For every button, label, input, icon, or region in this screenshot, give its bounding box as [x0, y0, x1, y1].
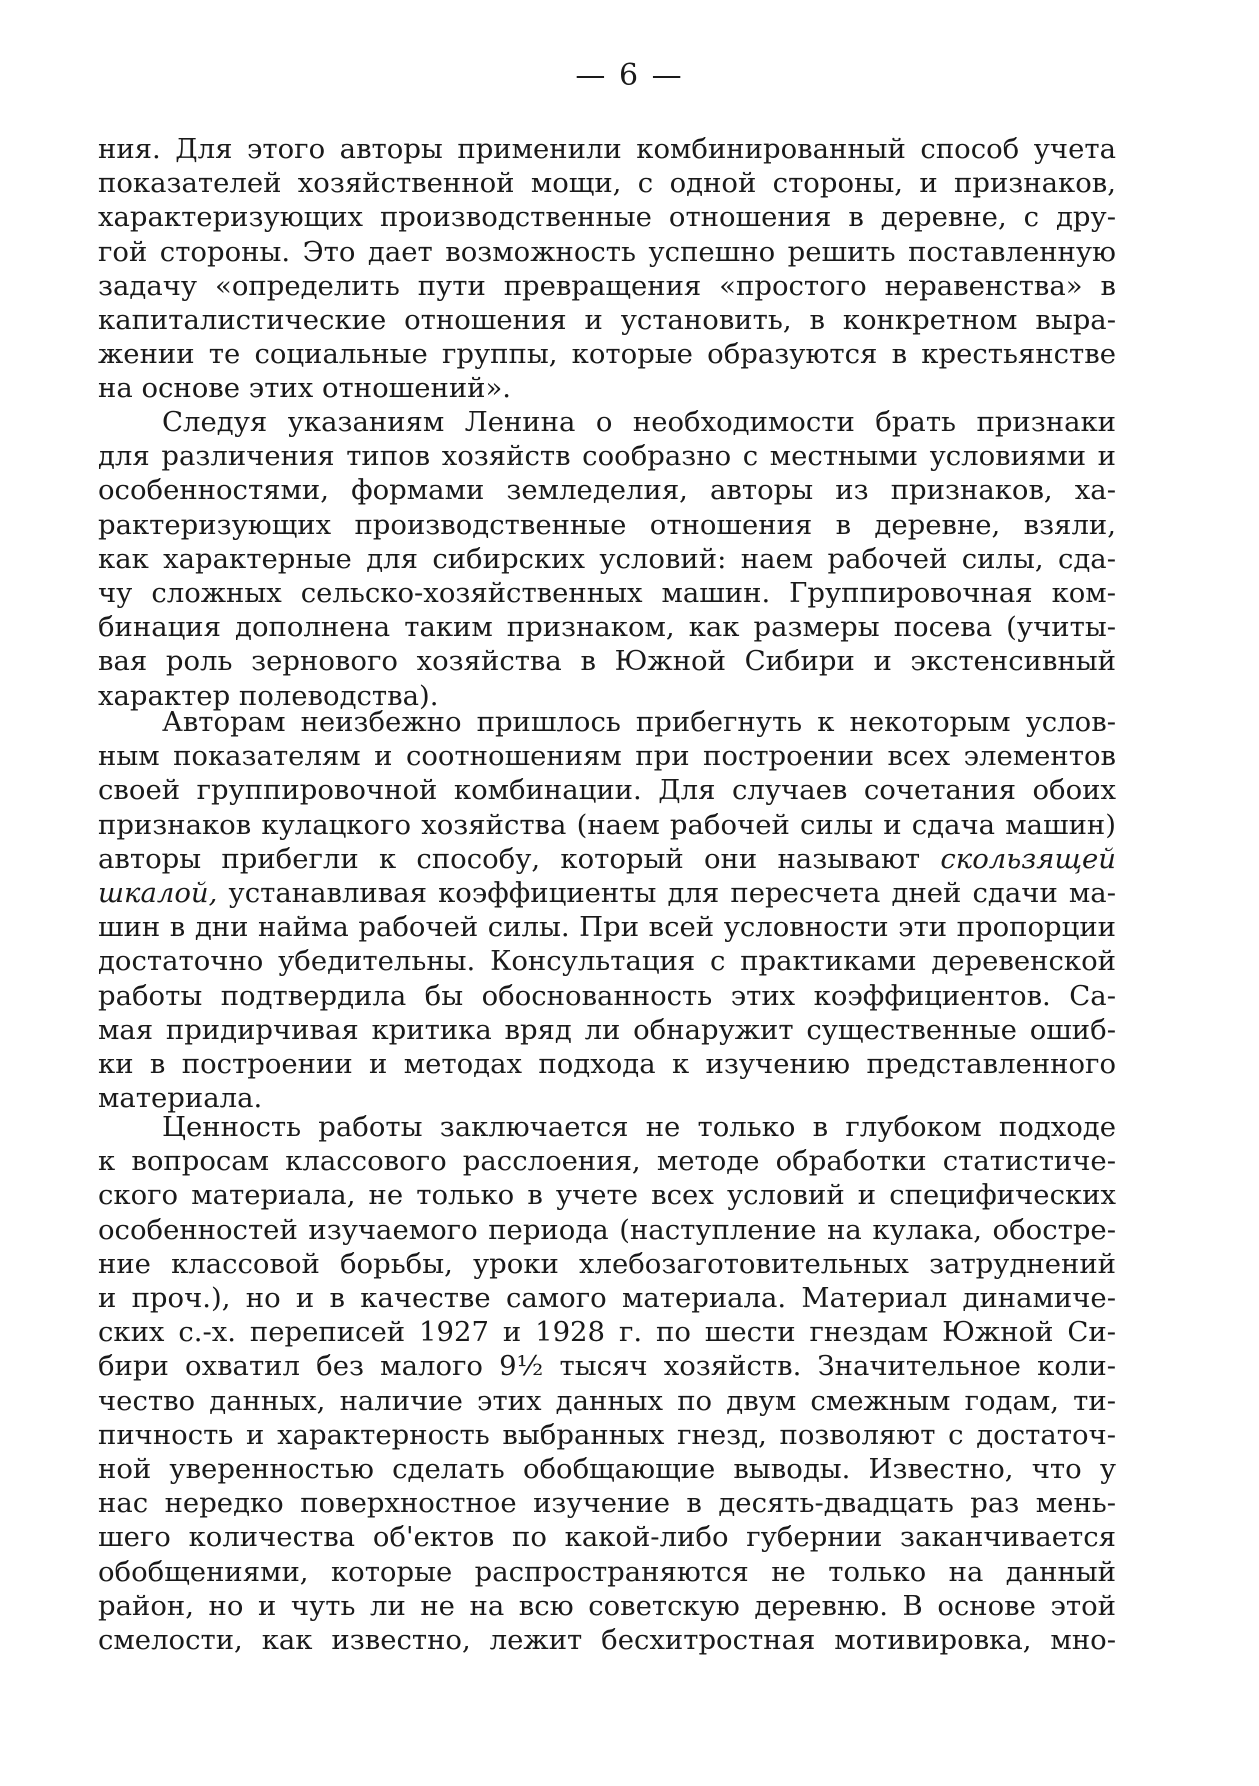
text-line-with-italic — [98, 876, 1116, 910]
text-line: на основе этих отношений». — [98, 372, 512, 405]
text-line: характер полеводства). — [98, 679, 439, 712]
text-line: ния. Для этого авторы применили комбинированный способ учета — [98, 133, 1116, 165]
text-line-with-italic — [98, 842, 1116, 876]
text-line: обобщениями, которые распространяются не только на данный — [98, 1555, 1116, 1588]
italic-term: шкалой, — [98, 877, 218, 910]
text-line: показателей хозяйственной мощи, с одной стороны, и признаков, — [98, 167, 1116, 200]
text-line: Следуя указаниям Ленина о необходимости брать признаки — [162, 406, 1116, 438]
text-line: материала. — [98, 1082, 263, 1115]
text-line: ние классовой борьбы, уроки хлебозаготовительных затруднений — [98, 1247, 1116, 1280]
text-line: характеризующих производственные отношения в деревне, с дру- — [98, 201, 1116, 234]
text-line: рактеризующих производственные отношения в деревне, взяли, — [98, 508, 1116, 541]
text-line: шин в дни найма рабочей силы. При всей условности эти пропорции — [98, 911, 1116, 944]
text-line: Ценность работы заключается не только в глубоком подходе — [162, 1111, 1116, 1143]
text-line: смелости, как известно, лежит бесхитростная мотивировка, мно- — [98, 1624, 1116, 1657]
text-line: особенностями, формами земледелия, авторы из признаков, ха- — [98, 474, 1116, 507]
text-line: признаков кулацкого хозяйства (наем рабочей силы и сдача машин) — [98, 808, 1116, 841]
text-line: как характерные для сибирских условий: наем рабочей силы, сда- — [98, 542, 1116, 575]
text-line: чество данных, наличие этих данных по двум смежным годам, ти- — [98, 1384, 1116, 1417]
text-line: к вопросам классового расслоения, методе обработки статистиче- — [98, 1145, 1116, 1178]
italic-term: скользящей — [940, 842, 1116, 875]
text-fragment: устанавливая коэффициенты для пересчета дней сдачи ма- — [217, 877, 1116, 910]
text-line: гой стороны. Это дает возможность успешно решить поставленную — [98, 235, 1116, 268]
text-line: капиталистические отношения и установить, в конкретном выра- — [98, 304, 1116, 337]
paragraph-4 — [98, 1110, 1116, 1657]
text-line: и проч.), но и в качестве самого материала. Материал динамиче- — [98, 1282, 1116, 1315]
paragraph-2 — [98, 405, 1116, 713]
text-line: своей группировочной комбинации. Для случаев сочетания обоих — [98, 774, 1116, 807]
text-line: Авторам неизбежно пришлось прибегнуть к некоторым услов- — [162, 706, 1116, 738]
text-line: для различения типов хозяйств сообразно с местными условиями и — [98, 440, 1116, 473]
text-line: пичность и характерность выбранных гнезд, позволяют с достаточ- — [98, 1418, 1116, 1451]
text-line: особенностей изучаемого периода (наступление на кулака, обостре- — [98, 1213, 1116, 1246]
text-line: вая роль зернового хозяйства в Южной Сибири и экстенсивный — [98, 645, 1116, 678]
text-line: бинация дополнена таким признаком, как размеры посева (учиты- — [98, 611, 1116, 644]
text-fragment: авторы прибегли к способу, который они называют — [98, 842, 921, 875]
text-line: район, но и чуть ли не на всю советскую деревню. В основе этой — [98, 1589, 1116, 1622]
page-number: — 6 — — [575, 58, 684, 93]
text-line: бири охватил без малого 9½ тысяч хозяйств. Значительное коли- — [98, 1350, 1116, 1383]
text-line: достаточно убедительны. Консультация с практиками деревенской — [98, 945, 1116, 978]
paragraph-1 — [98, 132, 1116, 406]
text-line: ной уверенностью сделать обобщающие выводы. Известно, что у — [98, 1453, 1116, 1486]
text-line: ки в построении и методах подхода к изучению представленного — [98, 1048, 1116, 1081]
paragraph-3 — [98, 705, 1116, 1115]
text-line: шего количества об'ектов по какой-либо губернии заканчивается — [98, 1521, 1116, 1554]
text-line: работы подтвердила бы обоснованность этих коэффициентов. Са- — [98, 979, 1116, 1012]
text-line: чу сложных сельско-хозяйственных машин. Группировочная ком- — [98, 577, 1116, 610]
text-line: задачу «определить пути превращения «простого неравенства» в — [98, 269, 1116, 302]
text-line: нас нередко поверхностное изучение в десять-двадцать раз мень- — [98, 1487, 1116, 1520]
text-line: жении те социальные группы, которые образуются в крестьянстве — [98, 338, 1116, 371]
text-line: ным показателям и соотношениям при построении всех элементов — [98, 740, 1116, 773]
text-line: ского материала, не только в учете всех условий и специфических — [98, 1179, 1116, 1212]
text-line: мая придирчивая критика вряд ли обнаружит существенные ошиб- — [98, 1013, 1116, 1046]
text-line: ских с.-х. переписей 1927 и 1928 г. по шести гнездам Южной Си- — [98, 1316, 1116, 1349]
